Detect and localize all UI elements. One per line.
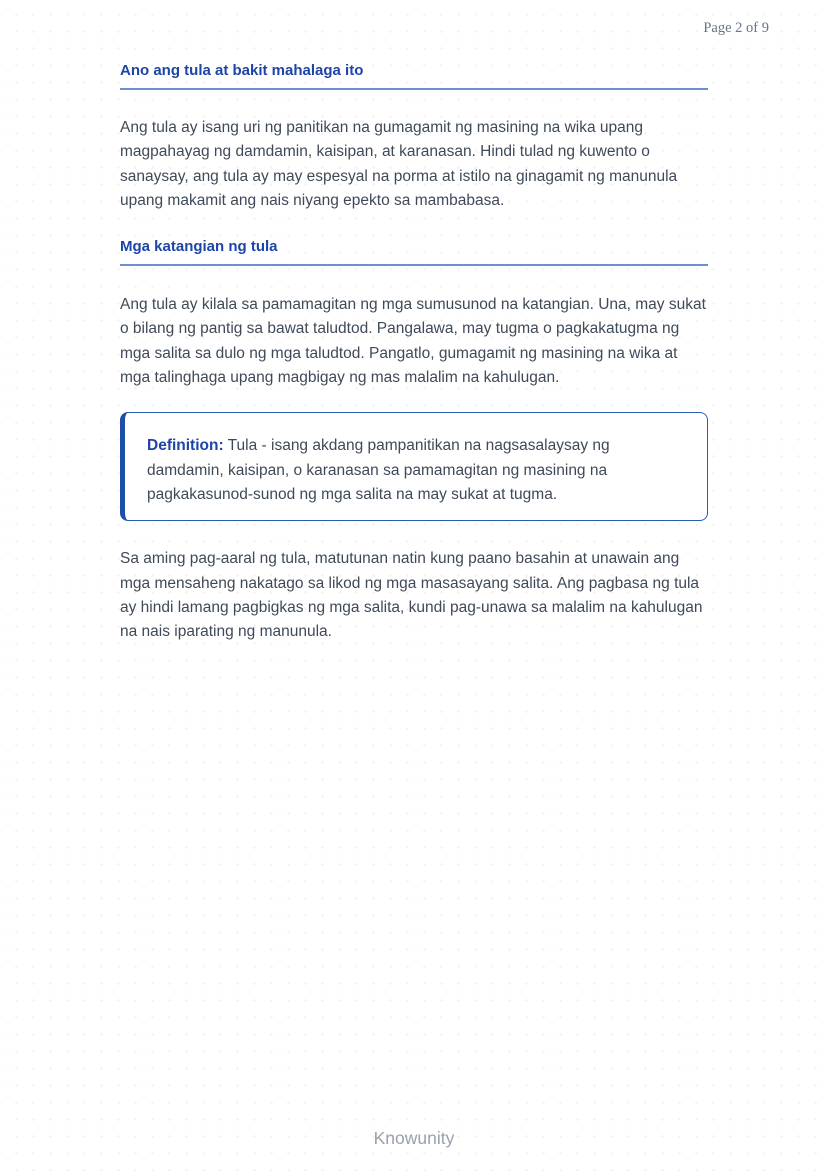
page-number-indicator: Page 2 of 9	[703, 20, 769, 36]
document-content	[120, 56, 708, 644]
paragraph-intro: Ang tula ay isang uri ng panitikan na gumagamit ng masining na wika upang magpahayag ng damdamin, kaisipan, at karanasan. Hindi tulad ng kuwento o sanaysay, ang tula ay may espesyal na porma at istilo na ginagamit ng manunula upang makamit ang nais niyang epekto sa mambabasa.	[120, 119, 678, 209]
section-heading-mga-katangian: Mga katangian ng tula	[120, 238, 278, 256]
definition-label: Definition:	[147, 437, 224, 455]
definition-callout-box	[120, 412, 708, 521]
section-divider	[120, 264, 708, 266]
paragraph-closing: Sa aming pag-aaral ng tula, matutunan natin kung paano basahin at unawain ang mga mensaheng nakatago sa likod ng mga masasayang salita. Ang pagbasa ng tula ay hindi lamang pagbigkas ng mga salita, kundi pag-unawa sa malalim na kahulugan na nais iparating ng manunula.	[120, 550, 703, 641]
knowunity-brand-footer: Knowunity	[373, 1128, 455, 1148]
definition-body: Tula - isang akdang pampanitikan na nagsasalaysay ng damdamin, kaisipan, o karanasan sa pamamagitan ng masining na pagkakasunod-sunod ng mga salita na may sukat at tugma.	[147, 437, 610, 503]
section-divider	[120, 88, 708, 90]
definition-text	[147, 434, 683, 507]
paragraph-katangian: Ang tula ay kilala sa pamamagitan ng mga sumusunod na katangian. Una, may sukat o bilang ng pantig sa bawat taludtod. Pangalawa, may tugma o pagkakatugma ng mga salita sa dulo ng mga taludtod. Pangatlo, gumagamit ng masining na wika at mga talinghaga upang magbigay ng mas malalim na kahulugan.	[120, 296, 706, 387]
section-heading-ano-ang-tula: Ano ang tula at bakit mahalaga ito	[120, 62, 364, 79]
